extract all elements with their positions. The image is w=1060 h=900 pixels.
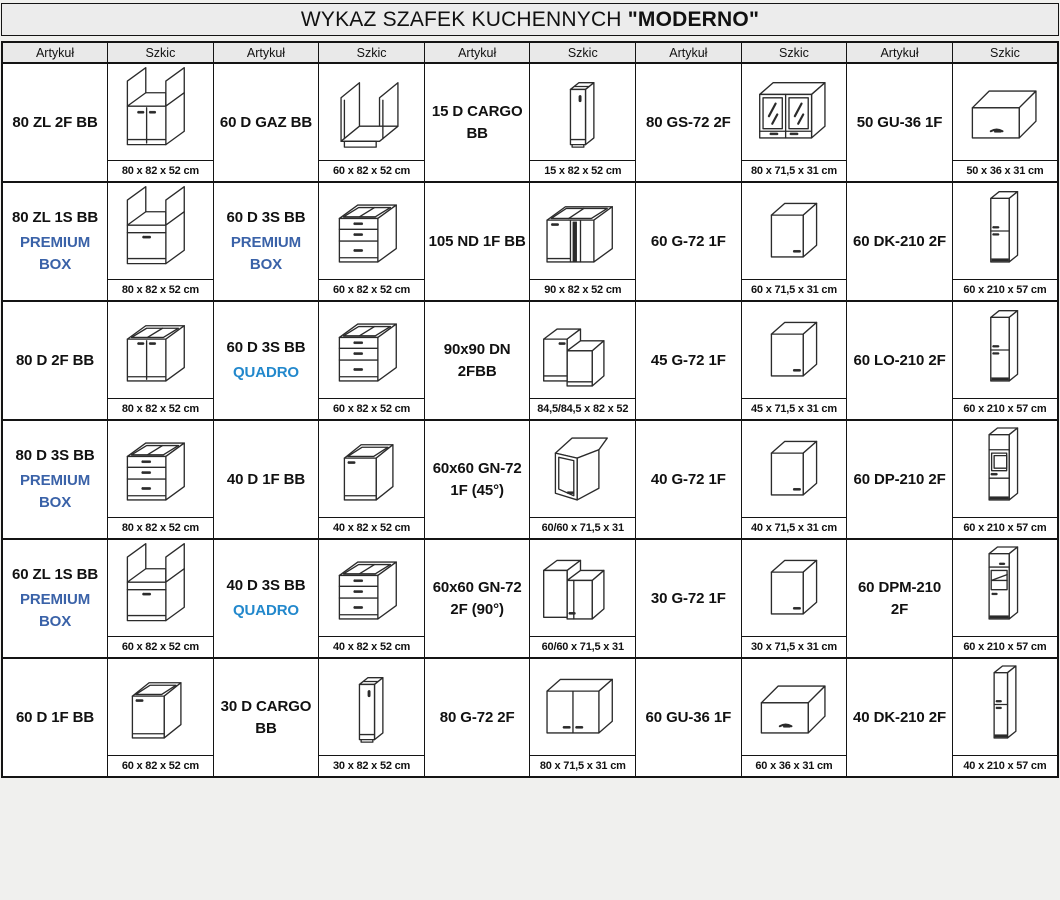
dimensions-label: 60 x 82 x 52 cm <box>319 160 424 181</box>
artykul-cell <box>213 301 319 420</box>
cargo-base-sketch-icon <box>324 661 420 753</box>
wall-glass-2f-sketch-icon <box>746 66 842 158</box>
cabinet-sketch <box>108 303 213 398</box>
product-series-label: PREMIUM BOX <box>19 591 91 630</box>
artykul-cell <box>636 182 742 301</box>
product-code: 80 GS-72 2F <box>645 113 731 131</box>
tall-micro-sketch-icon <box>957 542 1053 634</box>
dimensions-label: 60 x 210 x 57 cm <box>953 517 1057 538</box>
dimensions-label: 80 x 71,5 x 31 cm <box>530 755 635 776</box>
base-3-drawers-sketch-icon <box>112 423 208 515</box>
base-3-drawers-sketch-icon <box>324 304 420 396</box>
szkic-cell <box>530 658 636 777</box>
dimensions-label: 80 x 82 x 52 cm <box>108 517 213 538</box>
szkic-cell <box>319 301 425 420</box>
product-code: 60 ZL 1S BB <box>11 566 99 584</box>
cabinet-sketch <box>742 303 847 398</box>
base-3-drawers-sketch-icon <box>324 185 420 277</box>
artykul-cell <box>847 420 953 539</box>
dimensions-label: 60 x 82 x 52 cm <box>108 636 213 657</box>
base-1f-sketch-icon <box>112 661 208 753</box>
dimensions-label: 60 x 82 x 52 cm <box>319 279 424 300</box>
szkic-cell <box>530 182 636 301</box>
cabinet-sketch <box>530 422 635 517</box>
artykul-cell <box>847 182 953 301</box>
szkic-cell <box>108 539 214 658</box>
artykul-cell <box>213 658 319 777</box>
sink-base-2f-sketch-icon <box>112 66 208 158</box>
artykul-cell <box>213 420 319 539</box>
wall-1f-sketch-icon <box>746 304 842 396</box>
cabinet-sketch <box>108 541 213 636</box>
product-code: 40 DK-210 2F <box>853 708 947 726</box>
artykul-cell <box>2 539 108 658</box>
szkic-cell <box>741 182 847 301</box>
cabinet-sketch <box>742 422 847 517</box>
base-1f-sketch-icon <box>324 423 420 515</box>
wall-1f-sketch-icon <box>746 542 842 634</box>
artykul-cell <box>213 539 319 658</box>
cabinet-sketch <box>530 303 635 398</box>
cabinet-sketch <box>319 660 424 755</box>
product-code: 60x60 GN-72 2F (90°) <box>432 578 522 618</box>
sink-base-1s-sketch-icon <box>112 185 208 277</box>
artykul-cell <box>2 182 108 301</box>
product-series-label: PREMIUM BOX <box>230 234 302 273</box>
base-3-drawers-sketch-icon <box>324 542 420 634</box>
artykul-cell <box>424 182 530 301</box>
cabinet-sketch <box>108 422 213 517</box>
artykul-cell <box>636 658 742 777</box>
product-code: 60 G-72 1F <box>650 232 726 250</box>
page-title <box>1 3 1059 36</box>
product-code: 80 D 3S BB <box>15 447 95 465</box>
title-brand: "MODERNO" <box>627 7 760 31</box>
dimensions-label: 60 x 210 x 57 cm <box>953 636 1057 657</box>
szkic-cell <box>952 63 1058 182</box>
dimensions-label: 40 x 210 x 57 cm <box>953 755 1057 776</box>
szkic-cell <box>741 420 847 539</box>
cabinet-sketch <box>319 65 424 160</box>
artykul-cell <box>636 539 742 658</box>
dimensions-label: 60/60 x 71,5 x 31 <box>530 517 635 538</box>
corner-base-nd-sketch-icon <box>535 185 631 277</box>
dimensions-label: 30 x 71,5 x 31 cm <box>742 636 847 657</box>
cabinet-sketch <box>530 660 635 755</box>
artykul-cell <box>2 301 108 420</box>
product-code: 60 DK-210 2F <box>853 232 947 250</box>
artykul-cell <box>424 63 530 182</box>
product-series-label: QUADRO <box>232 364 300 381</box>
szkic-cell <box>319 182 425 301</box>
column-header-artykul: Artykuł <box>2 42 108 63</box>
product-series-label: QUADRO <box>232 602 300 619</box>
product-code: 80 G-72 2F <box>439 708 515 726</box>
cabinet-sketch <box>953 541 1057 636</box>
cabinet-sketch <box>319 541 424 636</box>
cabinet-sketch <box>108 65 213 160</box>
column-header-artykul: Artykuł <box>213 42 319 63</box>
artykul-cell <box>847 63 953 182</box>
tall-oven-sketch-icon <box>957 423 1053 515</box>
product-code: 60 DP-210 2F <box>853 470 946 488</box>
column-header-artykul: Artykuł <box>424 42 530 63</box>
dimensions-label: 80 x 71,5 x 31 cm <box>742 160 847 181</box>
cabinet-sketch <box>530 65 635 160</box>
cabinet-sketch <box>742 184 847 279</box>
cabinet-sketch <box>953 422 1057 517</box>
product-code: 40 D 1F BB <box>226 470 306 488</box>
artykul-cell <box>847 301 953 420</box>
product-code: 60 D GAZ BB <box>219 113 313 131</box>
product-code: 30 D CARGO BB <box>220 697 312 737</box>
tall-larder-sketch-icon <box>957 304 1053 396</box>
artykul-cell <box>636 301 742 420</box>
product-code: 60x60 GN-72 1F (45°) <box>432 459 522 499</box>
tall-larder-narrow-sketch-icon <box>957 661 1053 753</box>
product-code: 15 D CARGO BB <box>431 102 523 142</box>
cabinet-sketch <box>742 65 847 160</box>
table-body <box>2 63 1058 777</box>
wall-2f-sketch-icon <box>535 661 631 753</box>
szkic-cell <box>319 539 425 658</box>
artykul-cell <box>2 63 108 182</box>
dimensions-label: 50 x 36 x 31 cm <box>953 160 1057 181</box>
wall-1f-sketch-icon <box>746 185 842 277</box>
szkic-cell <box>530 301 636 420</box>
dimensions-label: 45 x 71,5 x 31 cm <box>742 398 847 419</box>
product-code: 60 DPM-210 2F <box>857 578 942 618</box>
dimensions-label: 80 x 82 x 52 cm <box>108 279 213 300</box>
szkic-cell <box>952 420 1058 539</box>
column-header-artykul: Artykuł <box>636 42 742 63</box>
artykul-cell <box>636 420 742 539</box>
dimensions-label: 84,5/84,5 x 82 x 52 <box>530 398 635 419</box>
szkic-cell <box>108 658 214 777</box>
cargo-base-sketch-icon <box>535 66 631 158</box>
dimensions-label: 40 x 71,5 x 31 cm <box>742 517 847 538</box>
szkic-cell <box>741 63 847 182</box>
dimensions-label: 15 x 82 x 52 cm <box>530 160 635 181</box>
dimensions-label: 60 x 82 x 52 cm <box>319 398 424 419</box>
wall-1f-sketch-icon <box>746 423 842 515</box>
base-2f-sketch-icon <box>112 304 208 396</box>
table-row <box>2 420 1058 539</box>
product-code: 60 D 1F BB <box>15 708 95 726</box>
product-series-label: PREMIUM BOX <box>19 472 91 511</box>
corner-base-90x90-sketch-icon <box>535 304 631 396</box>
cabinet-sketch <box>742 541 847 636</box>
cabinet-sketch <box>319 184 424 279</box>
artykul-cell <box>424 539 530 658</box>
cabinet-sketch <box>108 660 213 755</box>
dimensions-label: 80 x 82 x 52 cm <box>108 160 213 181</box>
cabinet-sketch <box>953 660 1057 755</box>
szkic-cell <box>108 301 214 420</box>
product-code: 60 GU-36 1F <box>645 708 732 726</box>
cabinet-sketch <box>742 660 847 755</box>
dimensions-label: 80 x 82 x 52 cm <box>108 398 213 419</box>
table-row <box>2 658 1058 777</box>
artykul-cell <box>847 658 953 777</box>
tall-larder-sketch-icon <box>957 185 1053 277</box>
gas-housing-sketch-icon <box>324 66 420 158</box>
szkic-cell <box>530 63 636 182</box>
cabinet-sketch <box>530 541 635 636</box>
header-row <box>2 42 1058 63</box>
product-code: 30 G-72 1F <box>650 589 726 607</box>
cabinet-sketch <box>953 65 1057 160</box>
product-code: 60 LO-210 2F <box>853 351 946 369</box>
artykul-cell <box>2 420 108 539</box>
szkic-cell <box>952 301 1058 420</box>
corner-wall-90-sketch-icon <box>535 542 631 634</box>
sink-base-1s-sketch-icon <box>112 542 208 634</box>
product-code: 40 G-72 1F <box>650 470 726 488</box>
szkic-cell <box>741 539 847 658</box>
szkic-cell <box>319 658 425 777</box>
product-code: 45 G-72 1F <box>650 351 726 369</box>
dimensions-label: 30 x 82 x 52 cm <box>319 755 424 776</box>
product-code: 60 D 3S BB <box>226 209 306 227</box>
dimensions-label: 60 x 210 x 57 cm <box>953 279 1057 300</box>
szkic-cell <box>108 63 214 182</box>
table-header <box>2 42 1058 63</box>
product-code: 80 ZL 1S BB <box>11 209 99 227</box>
column-header-szkic: Szkic <box>319 42 425 63</box>
wall-flipup-sketch-icon <box>746 661 842 753</box>
cabinet-sketch <box>319 303 424 398</box>
cabinet-sketch <box>953 303 1057 398</box>
szkic-cell <box>952 658 1058 777</box>
artykul-cell <box>636 63 742 182</box>
table-row <box>2 301 1058 420</box>
product-code: 80 ZL 2F BB <box>12 113 98 131</box>
title-text: WYKAZ SZAFEK KUCHENNYCH <box>300 7 628 31</box>
column-header-szkic: Szkic <box>741 42 847 63</box>
product-code: 60 D 3S BB <box>226 339 306 357</box>
szkic-cell <box>952 539 1058 658</box>
artykul-cell <box>424 301 530 420</box>
product-code: 90x90 DN 2FBB <box>443 340 511 380</box>
szkic-cell <box>952 182 1058 301</box>
szkic-cell <box>319 420 425 539</box>
dimensions-label: 40 x 82 x 52 cm <box>319 517 424 538</box>
table-row <box>2 539 1058 658</box>
szkic-cell <box>741 658 847 777</box>
artykul-cell <box>2 658 108 777</box>
wall-flipup-sketch-icon <box>957 66 1053 158</box>
artykul-cell <box>424 420 530 539</box>
szkic-cell <box>319 63 425 182</box>
dimensions-label: 60 x 71,5 x 31 cm <box>742 279 847 300</box>
artykul-cell <box>424 658 530 777</box>
cabinet-sketch <box>319 422 424 517</box>
dimensions-label: 60 x 210 x 57 cm <box>953 398 1057 419</box>
szkic-cell <box>530 539 636 658</box>
corner-wall-45-sketch-icon <box>535 423 631 515</box>
column-header-szkic: Szkic <box>530 42 636 63</box>
dimensions-label: 40 x 82 x 52 cm <box>319 636 424 657</box>
szkic-cell <box>741 301 847 420</box>
szkic-cell <box>108 420 214 539</box>
table-row <box>2 63 1058 182</box>
product-series-label: PREMIUM BOX <box>19 234 91 273</box>
dimensions-label: 60 x 82 x 52 cm <box>108 755 213 776</box>
cabinet-table <box>1 41 1059 778</box>
dimensions-label: 60 x 36 x 31 cm <box>742 755 847 776</box>
szkic-cell <box>530 420 636 539</box>
product-code: 50 GU-36 1F <box>856 113 943 131</box>
artykul-cell <box>213 182 319 301</box>
artykul-cell <box>213 63 319 182</box>
szkic-cell <box>108 182 214 301</box>
column-header-artykul: Artykuł <box>847 42 953 63</box>
artykul-cell <box>847 539 953 658</box>
table-row <box>2 182 1058 301</box>
dimensions-label: 90 x 82 x 52 cm <box>530 279 635 300</box>
column-header-szkic: Szkic <box>108 42 214 63</box>
cabinet-sketch <box>953 184 1057 279</box>
cabinet-sketch <box>530 184 635 279</box>
cabinet-sketch <box>108 184 213 279</box>
product-code: 105 ND 1F BB <box>428 232 526 250</box>
column-header-szkic: Szkic <box>952 42 1058 63</box>
product-code: 80 D 2F BB <box>15 351 95 369</box>
dimensions-label: 60/60 x 71,5 x 31 <box>530 636 635 657</box>
product-code: 40 D 3S BB <box>226 577 306 595</box>
